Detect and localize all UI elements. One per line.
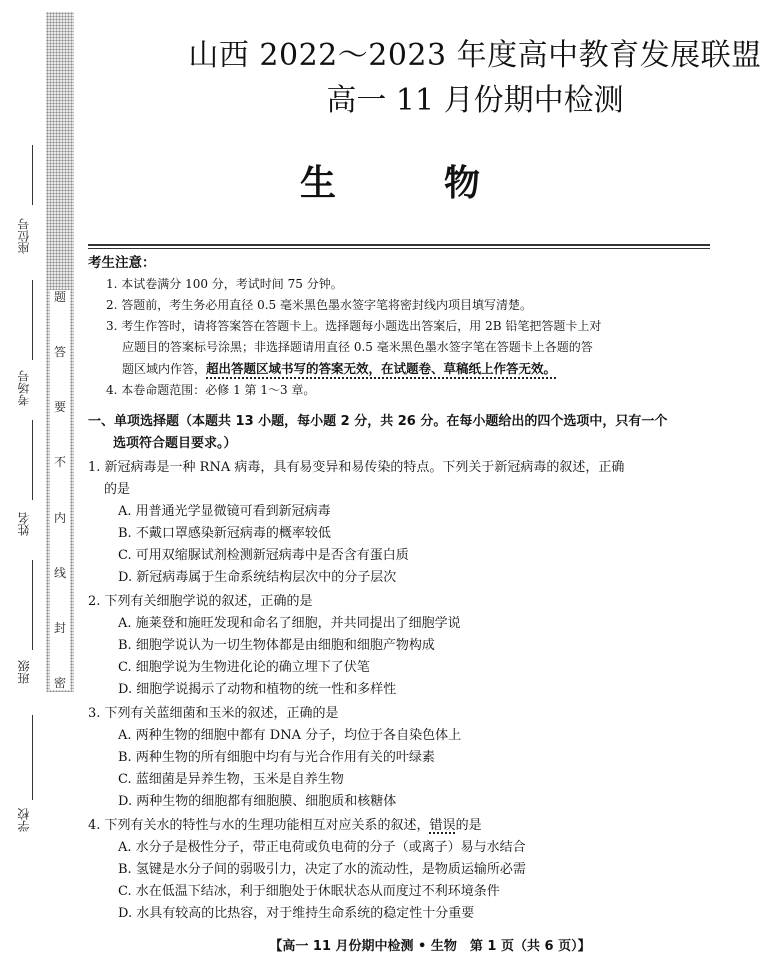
seal-line-text [50, 290, 70, 690]
option: D. 两种生物的细胞都有细胞膜、细胞质和核糖体 [118, 794, 397, 809]
header-rule [88, 244, 710, 246]
notice-text: 3. 考生作答时，请将答案答在答题卡上。选择题每小题选出答案后，用 2B 铅笔把答题卡上对 [106, 319, 602, 333]
school-field [8, 808, 38, 832]
notice-heading: 考生注意： [88, 255, 156, 271]
field-line [32, 280, 33, 360]
school-label: 学校 [16, 808, 31, 832]
seal-char: 密 [53, 675, 66, 690]
question-emphasis: 错误 [429, 818, 456, 833]
seal-char: 要 [53, 400, 66, 415]
notice-item: 1. 本试卷满分 100 分，考试时间 75 分钟。 [106, 277, 343, 291]
question-stem [88, 815, 718, 837]
seal-char: 题 [53, 290, 66, 304]
class-label: 班级 [16, 660, 31, 684]
option: A. 两种生物的细胞中都有 DNA 分子，均位于各自染色体上 [118, 728, 462, 743]
subject-char: 生 [300, 162, 337, 204]
seat-number-label: 座位号 [16, 218, 31, 254]
option: A. 用普通光学显微镜可看到新冠病毒 [118, 504, 331, 519]
notice-item: 2. 答题前，考生务必用直径 0.5 毫米黑色墨水签字笔将密封线内项目填写清楚。 [106, 298, 532, 312]
class-field [8, 660, 38, 684]
option: B. 氢键是水分子间的弱吸引力，决定了水的流动性，是物质运输所必需 [118, 862, 526, 877]
exam-room-field [8, 370, 38, 406]
notice-text: 应题目的答案标号涂黑；非选择题请用直径 0.5 毫米黑色墨水签字笔在答题卡上各题的答 [122, 340, 593, 354]
seal-char: 答 [53, 345, 66, 360]
seal-char: 封 [53, 620, 66, 635]
field-line [32, 715, 33, 800]
section-heading-line: 一、单项选择题（本题共 13 小题，每小题 2 分，共 26 分。在每小题给出的四个选项中，只有一个 [88, 414, 668, 429]
seal-char: 不 [53, 455, 66, 470]
option: C. 蓝细菌是异养生物，玉米是自养生物 [118, 772, 344, 787]
seal-char: 内 [53, 510, 66, 525]
section-heading-line: 选项符合题目要求。） [113, 436, 237, 451]
page-content [88, 253, 718, 925]
subject-char: 物 [443, 162, 480, 204]
option: A. 施莱登和施旺发现和命名了细胞，并共同提出了细胞学说 [118, 616, 461, 631]
header-rule [88, 248, 710, 249]
option: B. 不戴口罩感染新冠病毒的概率较低 [118, 526, 331, 541]
question-text: 的是 [455, 818, 482, 833]
name-field [8, 512, 38, 536]
exam-room-label: 考场号 [16, 370, 31, 406]
option: D. 水具有较高的比热容，对于维持生命系统的稳定性十分重要 [118, 906, 475, 921]
exam-title-line2: 高一 11 月份期中检测 [326, 83, 624, 118]
question-stem [88, 457, 718, 501]
option: D. 细胞学说揭示了动物和植物的统一性和多样性 [118, 682, 397, 697]
notice-text-plain: 题区域内作答， [122, 362, 207, 376]
notice-item [106, 316, 718, 380]
question-stem: 2. 下列有关细胞学说的叙述，正确的是 [88, 594, 313, 609]
question-stem: 3. 下列有关蓝细菌和玉米的叙述，正确的是 [88, 706, 339, 721]
name-label: 姓名 [16, 512, 31, 536]
question-text: 的是 [104, 482, 131, 497]
section-heading [88, 411, 718, 455]
field-line [32, 145, 33, 205]
option: C. 细胞学说为生物进化论的确立埋下了伏笔 [118, 660, 370, 675]
notice-text [106, 358, 718, 380]
exam-title-line1: 山西 2022～2023 年度高中教育发展联盟 [188, 38, 762, 73]
option: C. 可用双缩脲试剂检测新冠病毒中是否含有蛋白质 [118, 548, 409, 563]
field-line [32, 420, 33, 500]
option: C. 水在低温下结冰，利于细胞处于休眠状态从而度过不利环境条件 [118, 884, 500, 899]
question-text: 4. 下列有关水的特性与水的生理功能相互对应关系的叙述， [88, 818, 430, 833]
seal-char: 线 [53, 565, 66, 580]
option: B. 细胞学说认为一切生物体都是由细胞和细胞产物构成 [118, 638, 435, 653]
field-line [32, 560, 33, 650]
page-footer: 【高一 11 月份期中检测 • 生物 第 1 页（共 6 页）】 [269, 939, 591, 954]
question-text: 1. 新冠病毒是一种 RNA 病毒，具有易变异和易传染的特点。下列关于新冠病毒的叙述，正确 [88, 460, 625, 475]
option: A. 水分子是极性分子，带正电荷或负电荷的分子（或离子）易与水结合 [118, 840, 526, 855]
notice-item: 4. 本卷命题范围：必修 1 第 1～3 章。 [106, 383, 316, 397]
option: B. 两种生物的所有细胞中均有与光合作用有关的叶绿素 [118, 750, 435, 765]
seat-number-field [8, 218, 38, 254]
option: D. 新冠病毒属于生命系统结构层次中的分子层次 [118, 570, 397, 585]
subject-title [300, 155, 480, 206]
notice-emphasis: 超出答题区域书写的答案无效，在试题卷、草稿纸上作答无效。 [206, 361, 557, 376]
